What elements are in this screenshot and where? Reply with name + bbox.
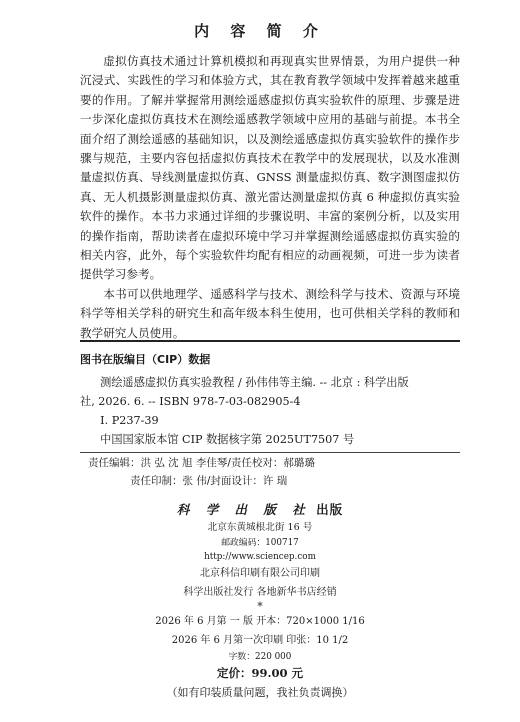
- credits-editors: 责任编辑：洪 弘 沈 旭 李佳琴/责任校对：郝璐璐: [88, 457, 315, 469]
- summary-paragraph-1: 虚拟仿真技术通过计算机模拟和再现真实世界情景，为用户提供一种沉浸式、实践性的学习和体验方式，其在教育教学领域中发挥着越来越重要的作用。了解并掌握常用测绘遥感虚拟仿真实验软件的原理、步骤是进一步深化虚拟仿真技术在测绘遥感教学领域中应用的基础与前提。本书全面介绍了测绘遥感的基础知识，以及测绘遥感虚拟仿真实验软件的操作步骤与规范，主要内容包括虚拟仿真技术在教学中的发展现状，以及水准测量虚拟仿真、导线测量虚拟仿真、GNSS 测量虚拟仿真、数字测图虚拟仿真、无人机摄影测量虚拟仿真、激光雷达测量虚拟仿真 6 种虚拟仿真实验软件的操作。本书力求通过详细的步骤说明、丰富的案例分析，以及实用的操作指南，帮助读者在虚拟环境中学习并掌握测绘遥感虚拟仿真实验的相关内容，此外，每个实验软件均配有相应的动画视频，可进一步为读者提供学习参考。: [80, 54, 460, 282]
- cip-heading: 图书在版编目（CIP）数据: [80, 353, 211, 366]
- cip-number: 中国国家版本馆 CIP 数据核字第 2025UT7507 号: [100, 433, 355, 446]
- word-count: 字数：220 000: [228, 652, 292, 662]
- cip-classification: Ⅰ. P237-39: [100, 414, 159, 427]
- publisher-address: 北京东黄城根北街 16 号: [207, 522, 313, 533]
- cip-publication-line: 社, 2026. 6. -- ISBN 978-7-03-082905-4: [80, 395, 301, 408]
- publisher-postcode: 邮政编码：100717: [221, 538, 299, 548]
- summary-section: [80, 52, 460, 343]
- publisher-line: [0, 500, 520, 518]
- page-title: 内 容 简 介: [194, 22, 326, 40]
- edition-line: 2026 年 6 月第 一 版 开本：720×1000 1/16: [155, 616, 365, 627]
- section-divider: [80, 340, 460, 342]
- imprint-block: [0, 520, 520, 702]
- separator-star: *: [257, 600, 263, 613]
- credits-production: 责任印制：张 伟/封面设计：许 瑞: [130, 475, 288, 487]
- price-line: 定价：99.00 元: [216, 666, 303, 680]
- publisher-logo: 科 学 出 版 社: [176, 502, 311, 517]
- publisher-suffix: 出版: [316, 502, 344, 517]
- summary-paragraph-2: 本书可以供地理学、遥感科学与技术、测绘科学与技术、资源与环境科学等相关学科的研究生和高年级本科生使用，也可供相关学科的教师和教学研究人员使用。: [80, 286, 460, 340]
- printer-line: 北京科信印刷有限公司印刷: [200, 568, 320, 579]
- printing-line: 2026 年 6 月第一次印刷 印张：10 1/2: [171, 635, 349, 646]
- distribution-line: 科学出版社发行 各地新华书店经销: [183, 587, 337, 598]
- cip-record: [80, 373, 460, 449]
- cip-title-line: 测绘遥感虚拟仿真实验教程 / 孙伟伟等主编. -- 北京 : 科学出版: [100, 376, 409, 389]
- quality-note: （如有印装质量问题，我社负责调换）: [166, 686, 354, 699]
- cip-divider: [80, 452, 460, 453]
- publisher-website: http://www.sciencep.com: [204, 552, 316, 562]
